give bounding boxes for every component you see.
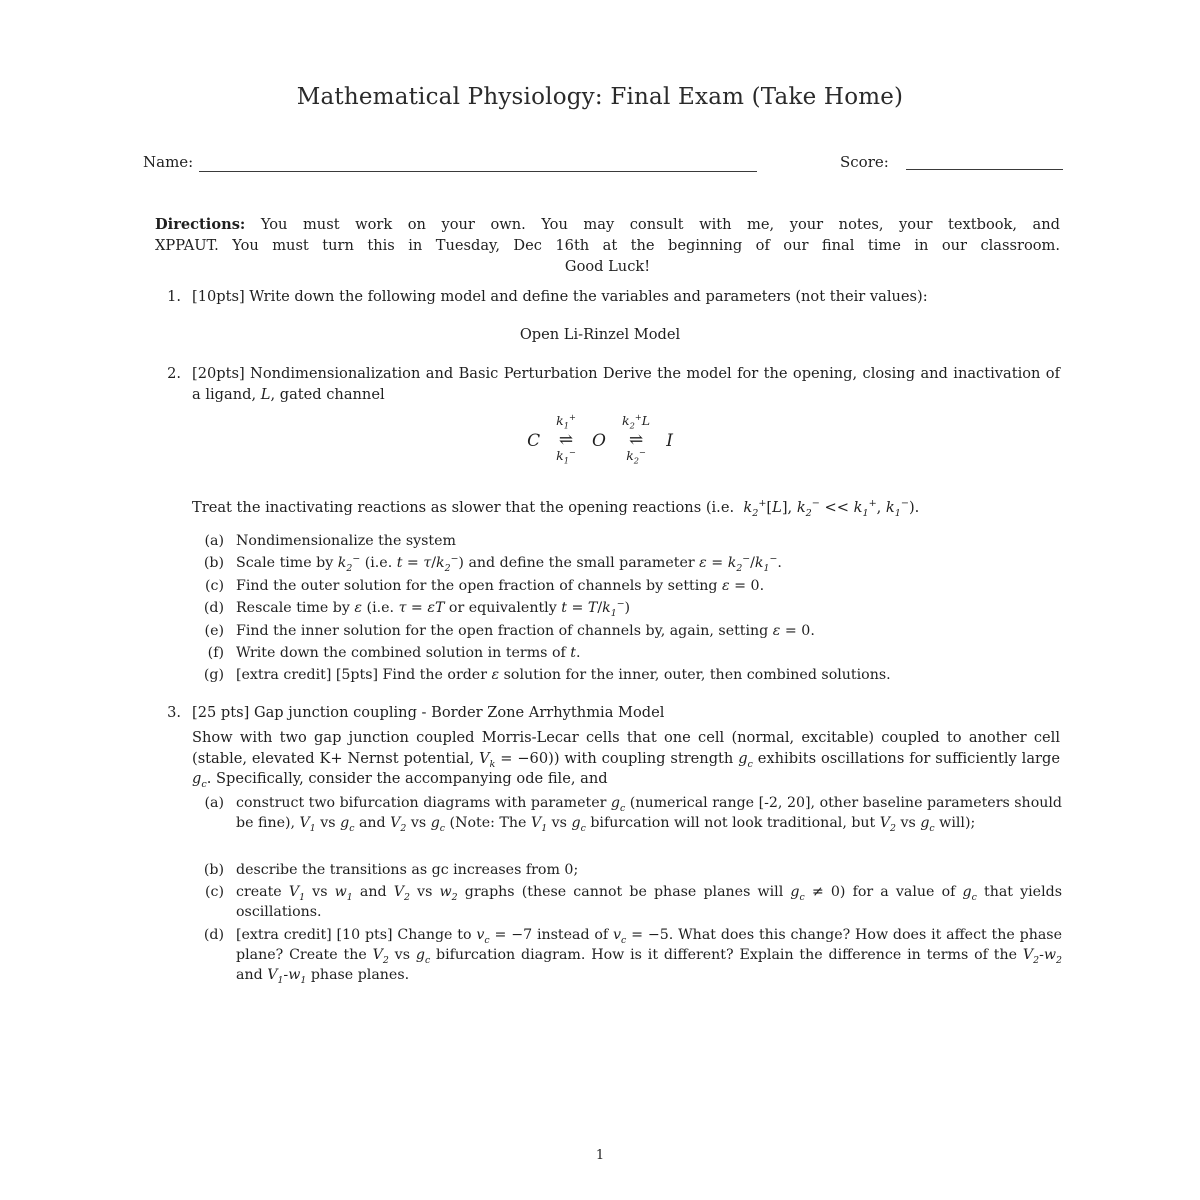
problem-3-description: Show with two gap junction coupled Morris-Lecar cells that one cell (normal, excitable) coupled to another cell (stable, elevated K+ Nernst potential, $V_k = -60$)) with coupling strength $g_c$ exhibits oscillations for sufficiently large $g_c$. Specifically, consider the accompanying ode file, and [192, 729, 1061, 790]
rate-k1-plus: $k_1^+$ [556, 411, 576, 431]
problem-3-subitem-d [196, 925, 1062, 985]
problem-1-points: [10pts] [192, 288, 245, 305]
problem-2-text-line-2-pre: inactivation of a ligand, [192, 365, 1060, 403]
problem-3 [155, 703, 1060, 724]
problem-3-subitem-b-label: (b) [203, 862, 224, 878]
problem-2-subitem-a [196, 531, 1062, 551]
problem-3-subitem-a-label: (a) [204, 795, 224, 811]
page-title: Mathematical Physiology: Final Exam (Take Home) [296, 84, 904, 110]
reaction-arrow-2 [617, 411, 655, 466]
problem-3-subitem-b-text: describe the transitions as gc increases from 0; [236, 862, 579, 878]
directions-line-2: XPPAUT. You must turn this in Tuesday, Dec 16th at the beginning of our final time in our classroom. [155, 237, 1060, 254]
problem-2-subitem-f-text: Write down the combined solution in terms of t. [236, 645, 581, 661]
problem-2-number: 2. [167, 365, 181, 382]
problem-1-model-name-row [0, 325, 1200, 346]
directions-line-1: You must work on your own. You may consult with me, your notes, your textbook, and [260, 216, 1060, 233]
identification-row [143, 153, 1063, 177]
problem-2-subitem-e-label: (e) [204, 623, 224, 639]
equilibrium-arrow-icon-1: ⇌ [558, 430, 574, 450]
rate-k2-minus: $k_2^-$ [626, 446, 646, 466]
rate-k2-plus-L: $k_2^+L$ [622, 411, 651, 431]
ligand-variable: L [260, 385, 271, 403]
problem-2-subitem-b-label: (b) [203, 555, 224, 571]
problem-3-subitem-c-text: create $V_1$ vs $w_1$ and $V_2$ vs $w_2$ graphs (these cannot be phase planes will $g_c \ne 0$) for a value of $g_c$ that yields oscillations. [236, 884, 1062, 920]
problem-2-subitem-g [196, 665, 1062, 685]
problem-2-subitem-a-label: (a) [204, 533, 224, 549]
reaction-scheme [0, 411, 1200, 466]
problem-2-subitem-c [196, 576, 1062, 596]
problem-1 [155, 287, 1060, 308]
problem-1-body [192, 287, 1060, 308]
problem-2-subitem-e [196, 621, 1062, 641]
directions-heading: Directions: [155, 216, 246, 233]
problem-2-subitem-b [196, 553, 1062, 573]
species-closed: C [527, 430, 541, 451]
problem-3-subitem-a [196, 793, 1062, 833]
problem-3-body [192, 703, 1060, 724]
problem-2-points: [20pts] [192, 365, 245, 382]
name-blank-line[interactable] [199, 171, 757, 172]
problem-2-subitem-f [196, 643, 1062, 663]
problem-3-subitem-b [196, 860, 1062, 880]
problem-2-subitem-g-label: (g) [203, 667, 224, 683]
problem-3-subitem-d-label: (d) [203, 927, 224, 943]
problem-1-text: Write down the following model and define the variables and parameters (not their values): [249, 288, 928, 305]
problem-2-subitem-d [196, 598, 1062, 618]
problem-2-text-line-2-post: , gated channel [270, 385, 385, 403]
problem-2-subitem-b-text: Scale time by $k_2^-$ (i.e. $t = \tau/k_2^-$) and define the small parameter $\varepsilon = k_2^-/k_1^-$. [236, 553, 782, 574]
page-number: 1 [595, 1148, 605, 1163]
problem-2-subitem-e-text: Find the inner solution for the open fraction of channels by, again, setting ε = 0. [236, 623, 815, 639]
problem-1-number: 1. [167, 288, 181, 305]
problem-2-subitem-c-text: Find the outer solution for the open fraction of channels by setting ε = 0. [236, 578, 765, 594]
species-inactivated: I [666, 430, 673, 451]
problem-2-text-line-1: Nondimensionalization and Basic Perturbation Derive the model for the opening, closing and [250, 365, 948, 382]
problem-2-subitem-c-label: (c) [204, 578, 224, 594]
problem-2-body [192, 364, 1060, 405]
directions-block [155, 214, 1060, 277]
equilibrium-arrow-icon-2: ⇌ [628, 430, 644, 450]
problem-3-subitem-d-text: [extra credit] [10 pts] Change to $v_c = -7$ instead of $v_c = -5$. What does this change? How does it affect the phase plane? Create the $V_2$ vs $g_c$ bifurcation diagram. How is it different? Explain the difference in terms of the $V_2-w_2$ and $V_1-w_1$ phase planes. [236, 927, 1062, 986]
problem-3-subitem-c-label: (c) [204, 884, 224, 900]
score-label: Score: [840, 153, 889, 171]
problem-3-subitem-c [196, 882, 1062, 922]
problem-1-centered-note: Open Li-Rinzel Model [519, 326, 681, 343]
problem-2-subitem-d-text: Rescale time by ε (i.e. τ = εT or equivalently $t = T/k_1^-$) [236, 598, 631, 619]
problem-3-text: Gap junction coupling - Border Zone Arrhythmia Model [253, 704, 665, 721]
name-label: Name: [143, 153, 194, 171]
problem-3-subitem-a-text: construct two bifurcation diagrams with parameter $g_c$ (numerical range [-2, 20], other baseline parameters should be fine), $V_1$ vs $g_c$ and $V_2$ vs $g_c$ (Note: The $V_1$ vs $g_c$ bifurcation will not look traditional, but $V_2$ vs $g_c$ will); [236, 795, 1062, 834]
problem-3-points: [25 pts] [192, 704, 250, 721]
problem-2-subitem-g-text: [extra credit] [5pts] Find the order ε solution for the inner, outer, then combined solutions. [236, 667, 891, 683]
directions-line-3: Good Luck! [564, 258, 651, 275]
problem-2 [155, 364, 1060, 405]
species-open: O [592, 430, 606, 451]
problem-2-assumption: Treat the inactivating reactions as slower that the opening reactions (i.e. $k_2^+[L]$, $k_2^- << k_1^+$, $k_1^-$). [192, 498, 920, 519]
problem-2-subitem-a-text: Nondimensionalize the system [236, 533, 456, 549]
score-blank-line[interactable] [906, 169, 1063, 170]
reaction-arrow-1 [551, 411, 581, 466]
problem-2-subitem-d-label: (d) [203, 600, 224, 616]
rate-k1-minus: $k_1^-$ [556, 446, 576, 466]
problem-2-subitem-f-label: (f) [207, 645, 224, 661]
problem-3-number: 3. [167, 704, 181, 721]
